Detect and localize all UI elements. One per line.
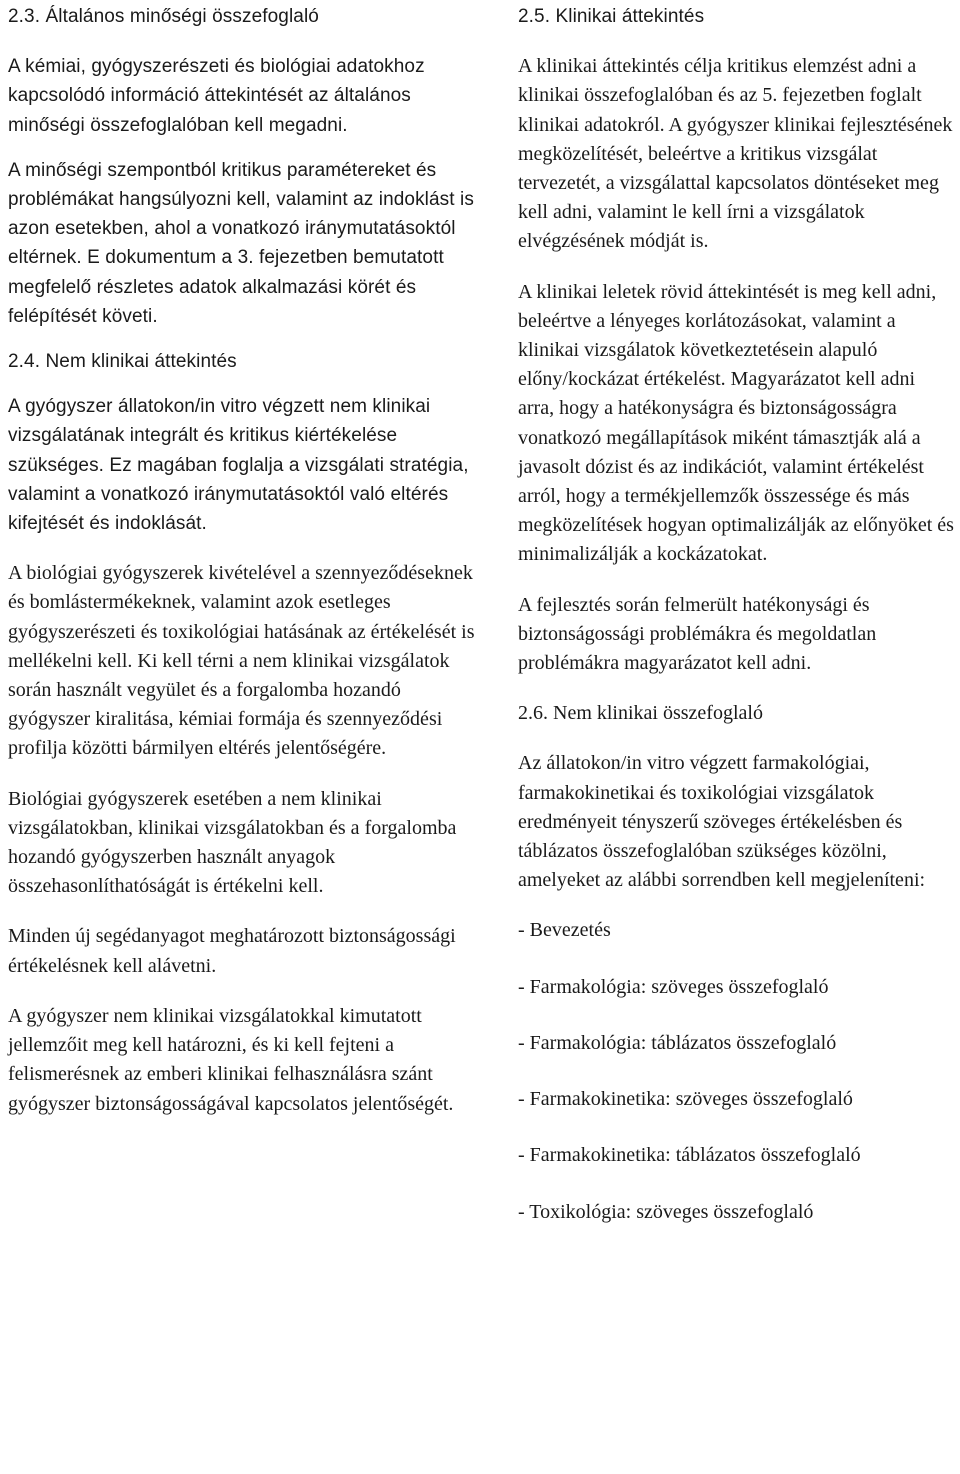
list-item: - Farmakológia: szöveges összefoglaló (518, 975, 829, 998)
section-heading-2-4: 2.4. Nem klinikai áttekintés (8, 351, 237, 373)
paragraph-nonclinical-summary: Az állatokon/in vitro végzett farmakológiai, farmakokinetikai és toxikológiai vizsgálatok eredményeit tényszerű szöveges értékelésben és táblázatos összefoglalóban szükséges közölni, amelyeket az alábbi sorrendben kell megjeleníteni: (518, 752, 926, 892)
paragraph-clinical-overview: A klinikai áttekintés célja kritikus elemzést adni a klinikai összefoglalóban és az 5. fejezetben foglalt klinikai adatokról. A gyógyszer klinikai fejlesztésének megközelítését, beleértve a kritikus vizsgálat tervezetét, a vizsgálattal kapcsolatos döntéseket meg kell adni, valamint le kell írni a vizsgálatok elvégzésének módját is. (518, 55, 953, 253)
paragraph-quality-summary: A kémiai, gyógyszerészeti és biológiai adatokhoz kapcsolódó információ áttekintését az általános minőségi összefoglalóban kell megadni. (8, 56, 425, 136)
paragraph-characteristics: A gyógyszer nem klinikai vizsgálatokkal kimutatott jellemzőit meg kell határozni, és ki kell fejteni a felismerésnek az emberi klinikai felhasználásra szánt gyógyszer biztonságosságával kapcsolatos jelentőségét. (8, 1004, 454, 1115)
paragraph-impurities: A biológiai gyógyszerek kivételével a szennyeződéseknek és bomlástermékeknek, valamint azok esetleges gyógyszerészeti és toxikológiai hatásának az értékelését is mellékelni kell. Ki kell térni a nem klinikai vizsgálatok során használt vegyület és a forgalomba hozandó gyógyszer kiralitása, kémiai formája és szennyeződési profilja közötti bármilyen eltérés jelentőségére. (8, 562, 475, 760)
left-column (8, 0, 476, 1119)
section-heading-2-3: 2.3. Általános minőségi összefoglaló (8, 6, 319, 27)
right-column (518, 0, 956, 1227)
paragraph-biological-products: Biológiai gyógyszerek esetében a nem klinikai vizsgálatokban, klinikai vizsgálatokban és a forgalomba hozandó gyógyszerben használt anyagok összehasonlíthatóságát is értékelni kell. (8, 787, 457, 898)
list-item: - Farmakokinetika: szöveges összefoglaló (518, 1088, 853, 1111)
section-heading-2-6: 2.6. Nem klinikai összefoglaló (518, 702, 763, 725)
paragraph-excipients: Minden új segédanyagot meghatározott biztonságossági értékelésnek kell alávetni. (8, 925, 456, 977)
section-heading-2-5: 2.5. Klinikai áttekintés (518, 6, 705, 27)
list-item: - Bevezetés (518, 919, 611, 942)
paragraph-clinical-findings: A klinikai leletek rövid áttekintését is meg kell adni, beleértve a lényeges korlátozásokat, valamint a klinikai vizsgálatok következtetésein alapuló előny/kockázat értékelést. Magyarázatot kell adni arra, hogy a hatékonyságra és biztonságosságra vonatkozó megállapítások miként támasztják alá a javasolt dózist és az indikációt, valamint értékelést arról, hogy a termékjellemzők összessége és más megközelítések hogyan optimalizálják az előnyöket és minimalizálják a kockázatokat. (518, 280, 954, 566)
list-item: - Toxikológia: szöveges összefoglaló (518, 1200, 814, 1223)
paragraph-critical-parameters: A minőségi szempontból kritikus paramétereket és problémákat hangsúlyozni kell, valamint az indoklást is azon esetekben, ahol a vonatkozó iránymutatásoktól eltérnek. E dokumentum a 3. fejezetben bemutatott megfelelő részletes adatok alkalmazási körét és felépítését követi. (8, 159, 474, 327)
paragraph-nonclinical-evaluation: A gyógyszer állatokon/in vitro végzett nem klinikai vizsgálatának integrált és kritikus kiértékelése szükséges. Ez magában foglalja a vizsgálati stratégia, valamint a vonatkozó iránymutatásoktól való eltérés kifejtését és indoklását. (8, 396, 469, 535)
list-item: - Farmakológia: táblázatos összefoglaló (518, 1031, 837, 1054)
list-item: - Farmakokinetika: táblázatos összefoglaló (518, 1144, 861, 1167)
paragraph-development-problems: A fejlesztés során felmerült hatékonysági és biztonságossági problémákra és megoldatlan problémákra magyarázatot kell adni. (518, 593, 877, 675)
